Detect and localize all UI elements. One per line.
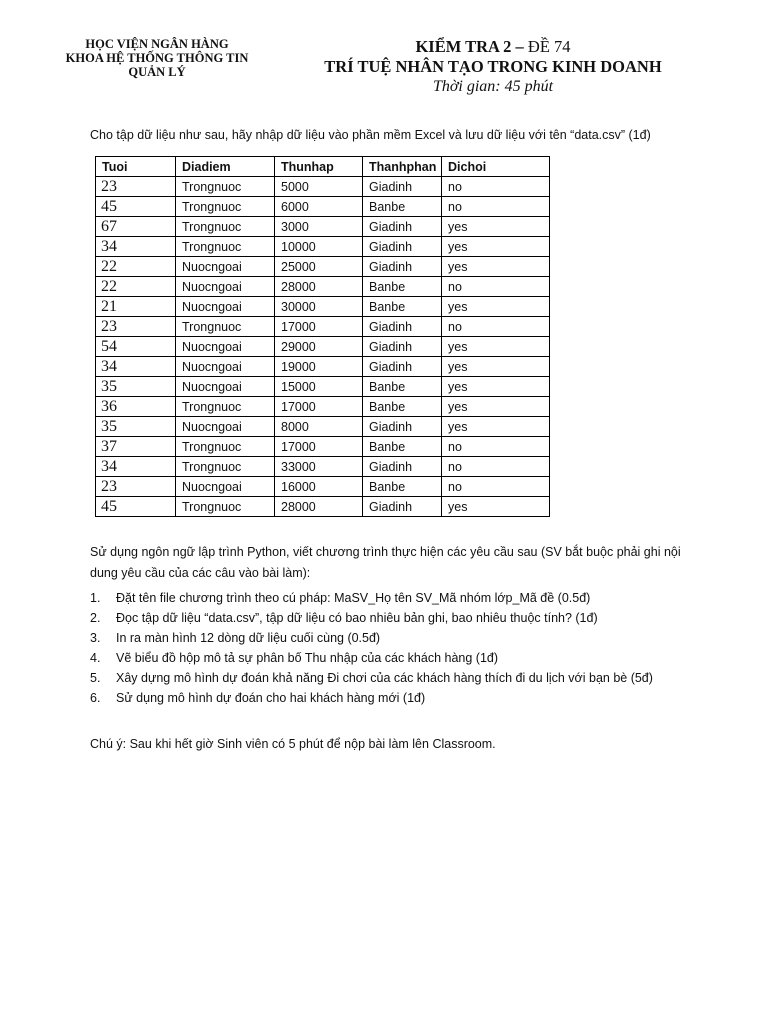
table-cell: no xyxy=(442,437,550,457)
table-cell: yes xyxy=(442,397,550,417)
list-item xyxy=(90,608,653,628)
requirements-list xyxy=(90,588,653,708)
table-cell: Giadinh xyxy=(363,497,442,517)
table-cell: Nuocngoai xyxy=(176,417,275,437)
table-row xyxy=(96,257,550,277)
table-cell: Giadinh xyxy=(363,337,442,357)
table-cell: Nuocngoai xyxy=(176,377,275,397)
table-cell: 5000 xyxy=(275,177,363,197)
exam-code: ĐỀ 74 xyxy=(527,37,571,56)
table-cell: Nuocngoai xyxy=(176,357,275,377)
table-cell: 8000 xyxy=(275,417,363,437)
table-row xyxy=(96,397,550,417)
column-header: Tuoi xyxy=(96,157,176,177)
table-cell: yes xyxy=(442,337,550,357)
table-row xyxy=(96,297,550,317)
table-cell: 10000 xyxy=(275,237,363,257)
table-cell: 45 xyxy=(96,497,176,517)
table-cell: Banbe xyxy=(363,377,442,397)
column-header: Diadiem xyxy=(176,157,275,177)
table-cell: 67 xyxy=(96,217,176,237)
table-cell: 21 xyxy=(96,297,176,317)
table-cell: Giadinh xyxy=(363,357,442,377)
table-cell: 28000 xyxy=(275,277,363,297)
table-cell: 22 xyxy=(96,257,176,277)
table-row xyxy=(96,217,550,237)
table-cell: 16000 xyxy=(275,477,363,497)
subject-title: TRÍ TUỆ NHÂN TẠO TRONG KINH DOANH xyxy=(324,57,662,76)
table-cell: no xyxy=(442,177,550,197)
table-row xyxy=(96,477,550,497)
table-cell: 37 xyxy=(96,437,176,457)
table-cell: Banbe xyxy=(363,277,442,297)
table-cell: no xyxy=(442,457,550,477)
column-header: Thanhphan xyxy=(363,157,442,177)
table-cell: Trongnuoc xyxy=(176,457,275,477)
list-item-number: 4. xyxy=(90,651,101,665)
list-item-number: 3. xyxy=(90,631,101,645)
list-item xyxy=(90,668,653,688)
table-body xyxy=(96,177,550,517)
exam-title-line xyxy=(300,37,686,57)
table-cell: Trongnuoc xyxy=(176,237,275,257)
list-item-text: Đặt tên file chương trình theo cú pháp: MaSV_Họ tên SV_Mã nhóm lớp_Mã đề (0.5đ) xyxy=(116,591,591,605)
table-cell: Banbe xyxy=(363,197,442,217)
list-item xyxy=(90,688,653,708)
table-row xyxy=(96,457,550,477)
table-cell: 25000 xyxy=(275,257,363,277)
table-cell: Trongnuoc xyxy=(176,197,275,217)
table-cell: Banbe xyxy=(363,397,442,417)
table-cell: 45 xyxy=(96,197,176,217)
table-cell: Trongnuoc xyxy=(176,177,275,197)
faculty-line-2: QUẢN LÝ xyxy=(128,65,186,79)
table-row xyxy=(96,197,550,217)
table-cell: 22 xyxy=(96,277,176,297)
table-cell: Trongnuoc xyxy=(176,397,275,417)
dataset-table xyxy=(95,156,550,517)
list-item-number: 6. xyxy=(90,691,101,705)
table-cell: yes xyxy=(442,297,550,317)
table-cell: 15000 xyxy=(275,377,363,397)
table-cell: Trongnuoc xyxy=(176,217,275,237)
table-row xyxy=(96,337,550,357)
table-cell: Banbe xyxy=(363,297,442,317)
faculty-line: KHOA HỆ THỐNG THÔNG TIN xyxy=(65,51,249,65)
table-row xyxy=(96,237,550,257)
table-row xyxy=(96,177,550,197)
column-header: Dichoi xyxy=(442,157,550,177)
table-cell: 23 xyxy=(96,477,176,497)
table-row xyxy=(96,377,550,397)
list-item xyxy=(90,648,653,668)
institution-block xyxy=(54,37,260,79)
table-cell: Giadinh xyxy=(363,257,442,277)
table-cell: 30000 xyxy=(275,297,363,317)
table-cell: 17000 xyxy=(275,397,363,417)
exam-title: KIỂM TRA 2 – xyxy=(415,37,524,56)
table-cell: 34 xyxy=(96,357,176,377)
list-item-number: 2. xyxy=(90,611,101,625)
table-cell: yes xyxy=(442,237,550,257)
table-cell: Giadinh xyxy=(363,217,442,237)
table-cell: Giadinh xyxy=(363,317,442,337)
table-cell: Nuocngoai xyxy=(176,277,275,297)
table-cell: 17000 xyxy=(275,317,363,337)
table-cell: Nuocngoai xyxy=(176,337,275,357)
table-cell: 6000 xyxy=(275,197,363,217)
table-cell: Nuocngoai xyxy=(176,297,275,317)
intro-text: Cho tập dữ liệu như sau, hãy nhập dữ liệu vào phần mềm Excel và lưu dữ liệu với tên “data.csv” (1đ) xyxy=(90,128,651,142)
requirements-intro: Sử dụng ngôn ngữ lập trình Python, viết chương trình thực hiện các yêu cầu sau (SV bắt buộc phải ghi nội dung yêu cầu của các câu vào bài làm): xyxy=(90,545,681,580)
table-cell: no xyxy=(442,317,550,337)
list-item xyxy=(90,628,653,648)
note-text: Chú ý: Sau khi hết giờ Sinh viên có 5 phút để nộp bài làm lên Classroom. xyxy=(90,737,496,751)
list-item xyxy=(90,588,653,608)
table-header-row xyxy=(96,157,550,177)
table-cell: 23 xyxy=(96,177,176,197)
table-cell: no xyxy=(442,197,550,217)
table-cell: 34 xyxy=(96,457,176,477)
table-row xyxy=(96,417,550,437)
list-item-text: Vẽ biểu đồ hộp mô tả sự phân bố Thu nhập của các khách hàng (1đ) xyxy=(116,651,499,665)
table-row xyxy=(96,357,550,377)
table-row xyxy=(96,437,550,457)
table-cell: Nuocngoai xyxy=(176,477,275,497)
table-row xyxy=(96,317,550,337)
table-cell: Nuocngoai xyxy=(176,257,275,277)
duration: Thời gian: 45 phút xyxy=(432,78,554,95)
table-cell: Trongnuoc xyxy=(176,317,275,337)
list-item-text: Sử dụng mô hình dự đoán cho hai khách hàng mới (1đ) xyxy=(116,691,426,705)
table-cell: Banbe xyxy=(363,477,442,497)
institution-line: HỌC VIỆN NGÂN HÀNG xyxy=(85,37,229,51)
table-cell: no xyxy=(442,277,550,297)
list-item-text: Đọc tập dữ liệu “data.csv”, tập dữ liệu có bao nhiêu bản ghi, bao nhiêu thuộc tính? (1đ) xyxy=(116,611,598,625)
table-cell: no xyxy=(442,477,550,497)
table-cell: 35 xyxy=(96,377,176,397)
table-cell: 29000 xyxy=(275,337,363,357)
list-item-text: Xây dựng mô hình dự đoán khả năng Đi chơi của các khách hàng thích đi du lịch với bạn bè (5đ) xyxy=(116,671,653,685)
column-header: Thunhap xyxy=(275,157,363,177)
table-row xyxy=(96,277,550,297)
table-cell: 23 xyxy=(96,317,176,337)
table-cell: Trongnuoc xyxy=(176,437,275,457)
table-cell: yes xyxy=(442,217,550,237)
table-cell: 17000 xyxy=(275,437,363,457)
table-cell: yes xyxy=(442,377,550,397)
table-cell: yes xyxy=(442,497,550,517)
list-item-number: 5. xyxy=(90,671,101,685)
table-cell: 34 xyxy=(96,237,176,257)
table-cell: 28000 xyxy=(275,497,363,517)
table-cell: yes xyxy=(442,417,550,437)
table-cell: Banbe xyxy=(363,437,442,457)
table-row xyxy=(96,497,550,517)
table-cell: Giadinh xyxy=(363,237,442,257)
table-cell: yes xyxy=(442,357,550,377)
table-cell: 19000 xyxy=(275,357,363,377)
table-cell: 33000 xyxy=(275,457,363,477)
table-cell: 54 xyxy=(96,337,176,357)
table-cell: Giadinh xyxy=(363,177,442,197)
table-cell: Trongnuoc xyxy=(176,497,275,517)
table-cell: 3000 xyxy=(275,217,363,237)
table-cell: yes xyxy=(442,257,550,277)
table-cell: 36 xyxy=(96,397,176,417)
list-item-text: In ra màn hình 12 dòng dữ liệu cuối cùng (0.5đ) xyxy=(116,631,381,645)
list-item-number: 1. xyxy=(90,591,101,605)
table-cell: 35 xyxy=(96,417,176,437)
table-cell: Giadinh xyxy=(363,457,442,477)
table-cell: Giadinh xyxy=(363,417,442,437)
exam-header xyxy=(300,37,686,97)
